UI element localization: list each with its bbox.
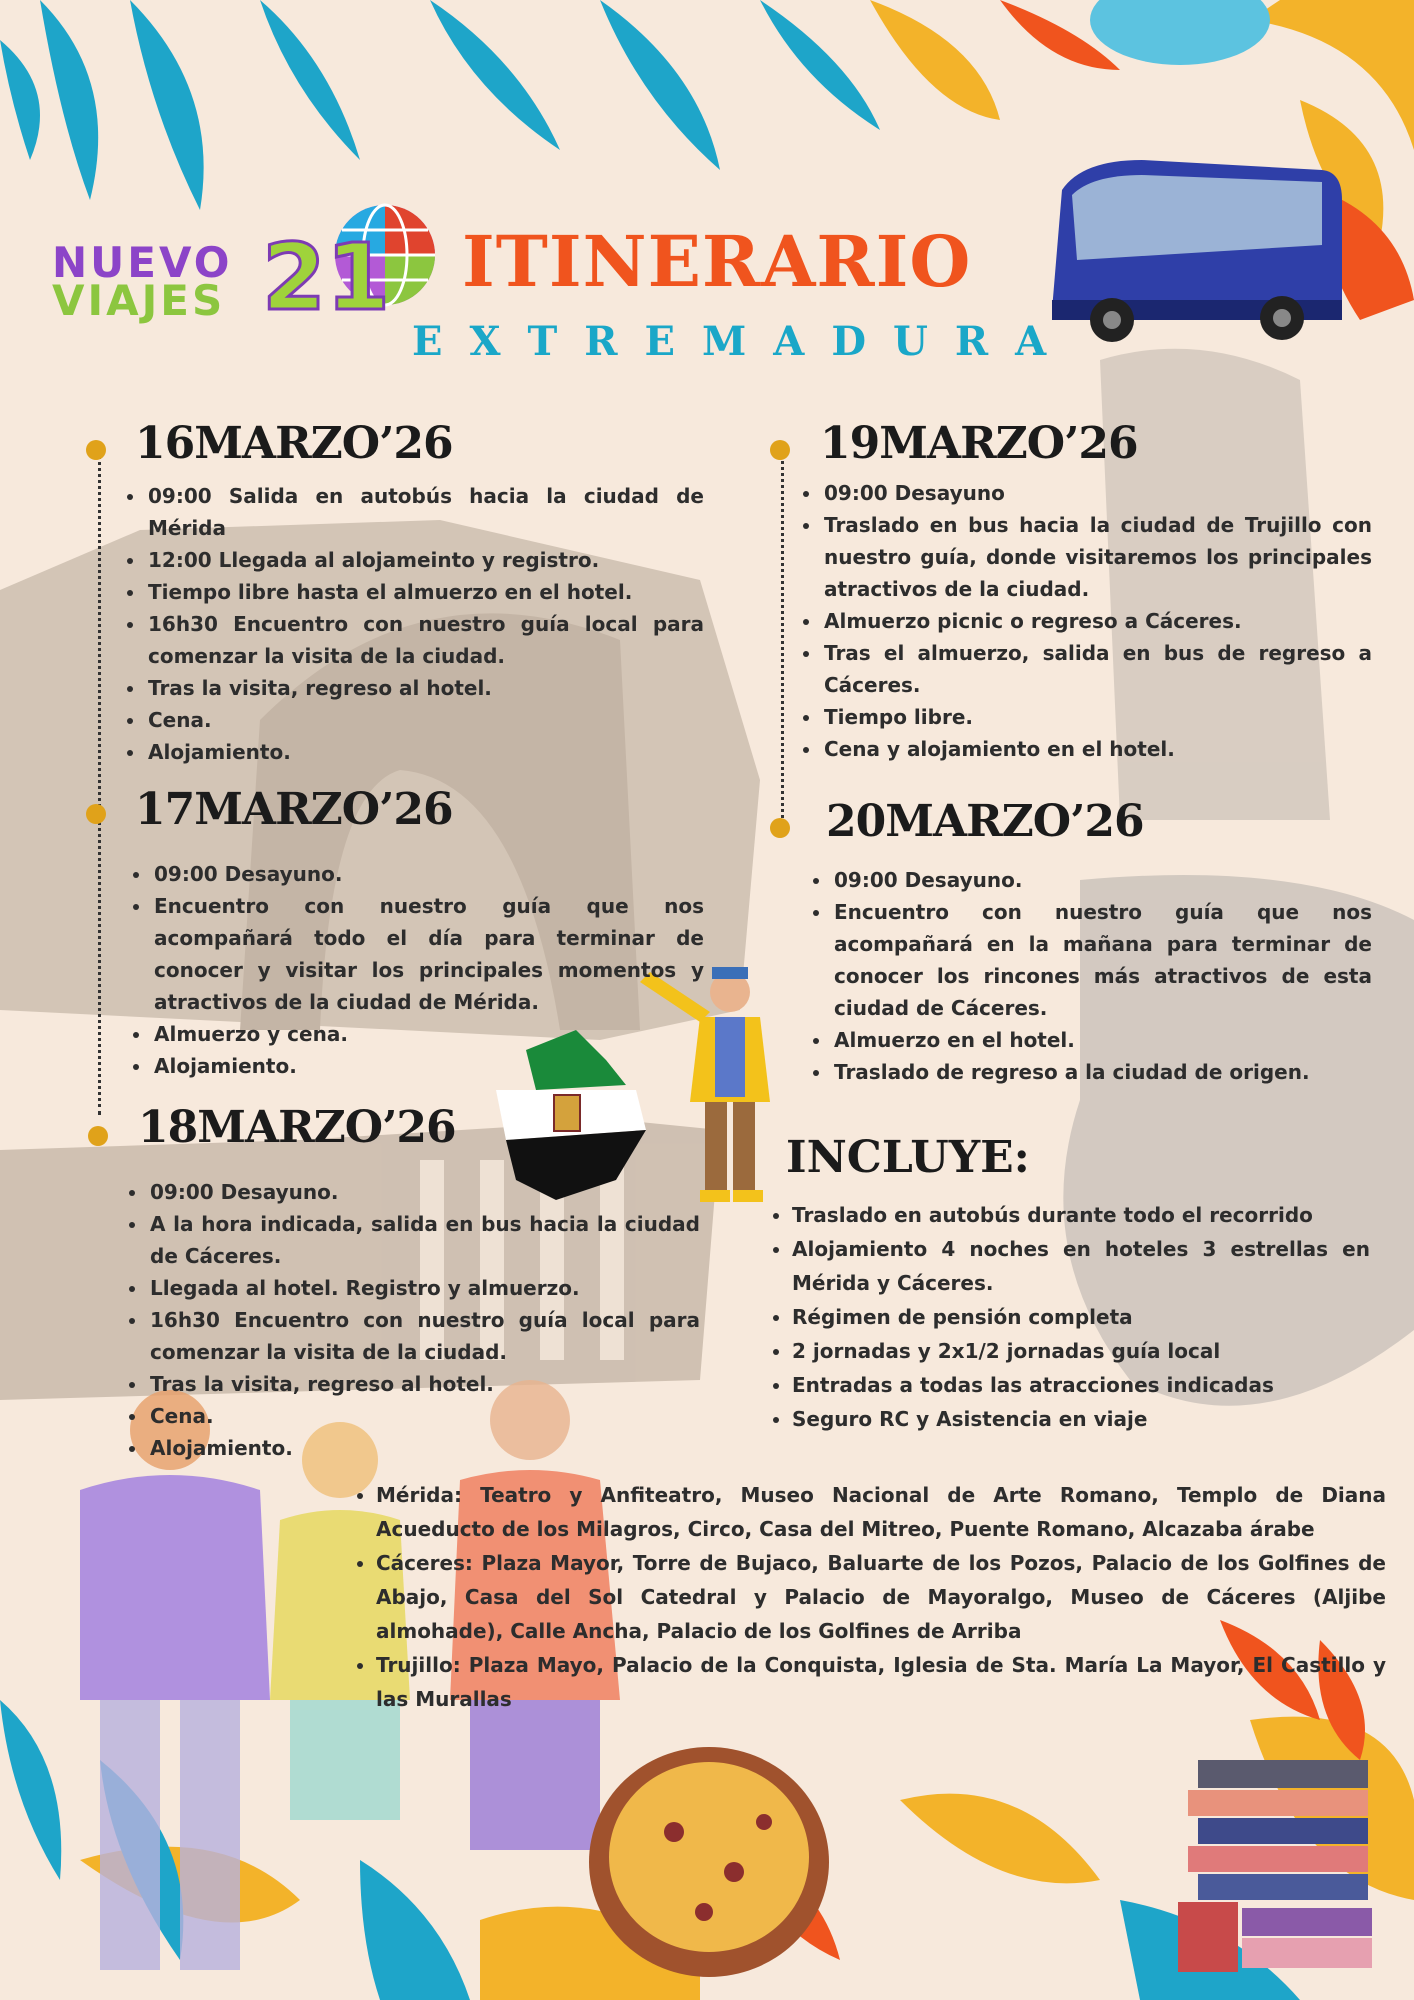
list-item: • Cena y alojamiento en el hotel.	[822, 733, 1372, 765]
food-dish-image	[584, 1742, 834, 1982]
day-title-18-marzo: 18MARZO’26	[138, 1102, 456, 1153]
day-list-18-marzo	[120, 1176, 700, 1464]
timeline-dot	[770, 818, 790, 838]
timeline-dot	[770, 440, 790, 460]
timeline-right	[781, 455, 784, 830]
timeline-dot	[88, 1126, 108, 1146]
list-item: • Tras la visita, regreso al hotel.	[146, 672, 704, 704]
list-item: • 16h30 Encuentro con nuestro guía local para comenzar la visita de la ciudad.	[146, 608, 704, 672]
timeline-left	[98, 455, 101, 1115]
list-item: • 09:00 Desayuno.	[832, 864, 1372, 896]
attractions-list	[352, 1478, 1386, 1716]
list-item: • Cena.	[148, 1400, 700, 1432]
list-item: • Encuentro con nuestro guía que nos acompañará todo el día para terminar de conocer y visitar los principales momentos y atractivos de la ciudad de Mérida.	[152, 890, 704, 1018]
list-item: • Alojamiento.	[146, 736, 704, 768]
list-item: • 2 jornadas y 2x1/2 jornadas guía local	[792, 1334, 1370, 1368]
logo-text-nuevo: NUEVO	[52, 238, 233, 287]
list-item: • Cena.	[146, 704, 704, 736]
day-list-16-marzo	[118, 480, 704, 768]
list-item: • 09:00 Desayuno.	[148, 1176, 700, 1208]
day-title-20-marzo: 20MARZO’26	[826, 796, 1144, 847]
books-stack-illustration	[1168, 1740, 1388, 1980]
list-item: • 09:00 Salida en autobús hacia la ciudad de Mérida	[146, 480, 704, 544]
list-item: • Traslado de regreso a la ciudad de origen.	[832, 1056, 1372, 1088]
list-item: • 16h30 Encuentro con nuestro guía local para comenzar la visita de la ciudad.	[148, 1304, 700, 1368]
list-item: • Mérida: Teatro y Anfiteatro, Museo Nacional de Arte Romano, Templo de Diana Acueducto de los Milagros, Circo, Casa del Mitreo, Puente Romano, Alcazaba árabe	[376, 1478, 1386, 1546]
list-item: • Almuerzo picnic o regreso a Cáceres.	[822, 605, 1372, 637]
timeline-dot	[86, 804, 106, 824]
day-list-20-marzo	[804, 864, 1372, 1088]
day-list-17-marzo	[124, 858, 704, 1082]
list-item: • Almuerzo y cena.	[152, 1018, 704, 1050]
list-item: • Traslado en bus hacia la ciudad de Trujillo con nuestro guía, donde visitaremos los principales atractivos de la ciudad.	[822, 509, 1372, 605]
day-title-16-marzo: 16MARZO’26	[135, 418, 453, 469]
includes-title: INCLUYE:	[786, 1132, 1030, 1183]
includes-list	[768, 1198, 1370, 1436]
list-item: • 09:00 Desayuno.	[152, 858, 704, 890]
list-item: • Encuentro con nuestro guía que nos acompañará en la mañana para terminar de conocer los rincones más atractivos de esta ciudad de Cáceres.	[832, 896, 1372, 1024]
list-item: • Cáceres: Plaza Mayor, Torre de Bujaco, Baluarte de los Pozos, Palacio de los Golfines de Abajo, Casa del Sol Catedral y Palacio de Mayoralgo, Museo de Cáceres (Aljibe almohade), Calle Ancha, Palacio de los Golfines de Arriba	[376, 1546, 1386, 1648]
list-item: • Alojamiento 4 noches en hoteles 3 estrellas en Mérida y Cáceres.	[792, 1232, 1370, 1300]
list-item: • Almuerzo en el hotel.	[832, 1024, 1372, 1056]
page-subtitle: EXTREMADURA	[412, 318, 1074, 365]
list-item: • A la hora indicada, salida en bus hacia la ciudad de Cáceres.	[148, 1208, 700, 1272]
list-item: • Tras el almuerzo, salida en bus de regreso a Cáceres.	[822, 637, 1372, 701]
list-item: • Llegada al hotel. Registro y almuerzo.	[148, 1272, 700, 1304]
day-title-19-marzo: 19MARZO’26	[820, 418, 1138, 469]
list-item: • Traslado en autobús durante todo el recorrido	[792, 1198, 1370, 1232]
timeline-dot	[86, 440, 106, 460]
list-item: • Trujillo: Plaza Mayo, Palacio de la Conquista, Iglesia de Sta. María La Mayor, El Castillo y las Murallas	[376, 1648, 1386, 1716]
list-item: • Alojamiento.	[148, 1432, 700, 1464]
list-item: • Régimen de pensión completa	[792, 1300, 1370, 1334]
logo-number: 21	[262, 224, 391, 331]
list-item: • 12:00 Llegada al alojameinto y registro.	[146, 544, 704, 576]
day-title-17-marzo: 17MARZO’26	[135, 784, 453, 835]
list-item: • Alojamiento.	[152, 1050, 704, 1082]
day-list-19-marzo	[794, 477, 1372, 765]
page-title: ITINERARIO	[462, 220, 972, 303]
logo-text-viajes: VIAJES	[52, 276, 226, 325]
list-item: • Tiempo libre hasta el almuerzo en el hotel.	[146, 576, 704, 608]
list-item: • Seguro RC y Asistencia en viaje	[792, 1402, 1370, 1436]
list-item: • Entradas a todas las atracciones indicadas	[792, 1368, 1370, 1402]
list-item: • Tiempo libre.	[822, 701, 1372, 733]
list-item: • Tras la visita, regreso al hotel.	[148, 1368, 700, 1400]
list-item: • 09:00 Desayuno	[822, 477, 1372, 509]
